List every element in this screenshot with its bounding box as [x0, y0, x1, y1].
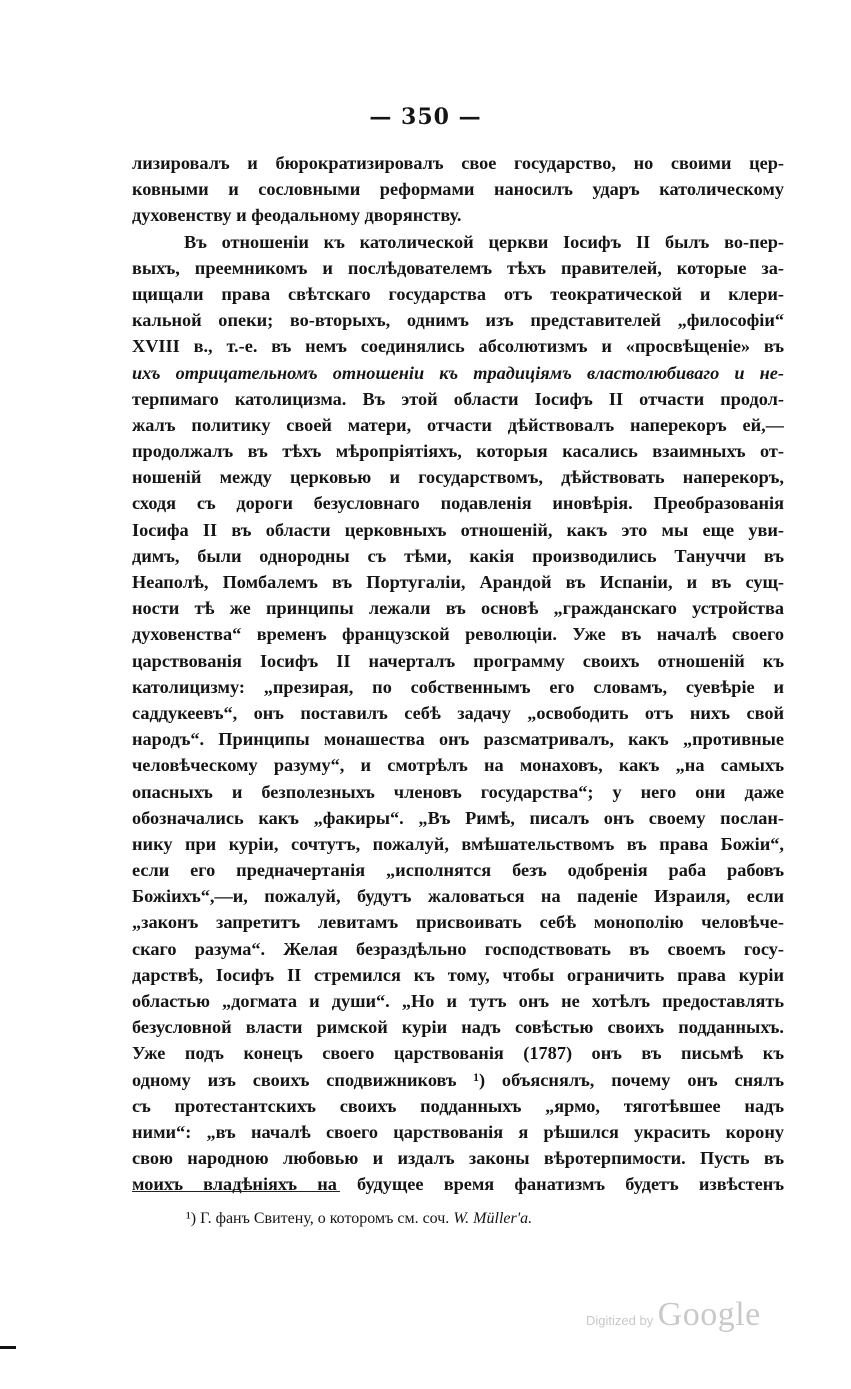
- text-line: ности тѣ же принципы лежали въ основѣ „гражданскаго устройства: [132, 598, 784, 619]
- text-line: одному изъ своихъ сподвижниковъ ¹) объяснялъ, почему онъ снялъ: [132, 1069, 784, 1090]
- text-line: димъ, были однородны съ тѣми, какія производились Тануччи въ: [132, 545, 784, 566]
- text-line: Въ отношеніи къ католической церкви Іосифъ II былъ во-пер-: [184, 231, 784, 252]
- text-line: опасныхъ и безполезныхъ членовъ государства“; у него они даже: [132, 781, 784, 802]
- footnote-divider: [132, 1191, 340, 1192]
- text-line: свою народною любовью и издалъ законы вѣротерпимости. Пусть въ: [132, 1148, 784, 1169]
- text-line: народъ“. Принципы монашества онъ разсматривалъ, какъ „противные: [132, 729, 784, 750]
- text-line: жалъ политику своей матери, отчасти дѣйствовалъ наперекоръ ей,—: [132, 414, 784, 435]
- footnote: [186, 1210, 532, 1228]
- text-line: царствованія Іосифъ II начерталъ программу своихъ отношеній къ: [132, 650, 784, 671]
- text-line: обозначались какъ „факиры“. „Въ Римѣ, писалъ онъ своему послан-: [132, 807, 784, 828]
- text-line: моихъ владѣніяхъ на будущее время фанатизмъ будетъ извѣстенъ: [132, 1174, 784, 1195]
- text-line: кальной опеки; во-вторыхъ, однимъ изъ представителей „философіи“: [132, 310, 784, 331]
- text-line: ковными и сословными реформами наносилъ ударъ католическому: [132, 179, 784, 200]
- footnote-author: W. Müller'a.: [453, 1210, 533, 1227]
- text-line: если его предначертанія „исполнятся безъ одобренія раба рабовъ: [132, 860, 784, 881]
- watermark-prefix: Digitized by: [586, 1313, 654, 1328]
- text-line: духовенства“ временъ французской революціи. Уже въ началѣ своего: [132, 624, 784, 645]
- text-line: ношеній между церковью и государствомъ, дѣйствовать наперекоръ,: [132, 467, 784, 488]
- text-line: лизировалъ и бюрократизировалъ свое государство, но своими цер-: [132, 153, 784, 173]
- text-line: скаго разума“. Желая безраздѣльно господствовать въ своемъ госу-: [132, 938, 784, 959]
- text-line: безусловной власти римской куріи надъ совѣстью своихъ подданныхъ.: [132, 1017, 784, 1038]
- text-line: продолжалъ въ тѣхъ мѣропріятіяхъ, которыя касались взаимныхъ от-: [132, 441, 784, 462]
- body-text: [132, 150, 784, 1198]
- text-line: ихъ отрицательномъ отношеніи къ традиціямъ властолюбиваго и не-: [132, 362, 784, 383]
- text-line: XVIII в., т.-е. въ немъ соединялись абсолютизмъ и «просвѣщеніе» въ: [132, 336, 784, 357]
- scan-edge-mark: [0, 1346, 16, 1349]
- text-line: дарствѣ, Іосифъ II стремился къ тому, чтобы ограничить права куріи: [132, 964, 784, 985]
- text-line: католицизму: „презирая, по собственнымъ его словамъ, суевѣріе и: [132, 676, 784, 697]
- google-logo: Google: [657, 1296, 761, 1333]
- text-line: Іосифа II въ области церковныхъ отношеній, какъ это мы еще уви-: [132, 519, 784, 540]
- text-line: нику при куріи, сочтутъ, пожалуй, вмѣшательствомъ въ права Божіи“,: [132, 833, 784, 854]
- footnote-text: Г. фанъ Свитену, о которомъ см. соч.: [200, 1210, 450, 1227]
- text-line: сходя съ дороги безусловнаго подавленія иновѣрія. Преобразованія: [132, 493, 784, 514]
- digitized-watermark: [586, 1296, 761, 1334]
- text-line: саддукеевъ“, онъ поставилъ себѣ задачу „освободить отъ нихъ свой: [132, 702, 784, 723]
- text-line: человѣческому разуму“, и смотрѣлъ на монаховъ, какъ „на самыхъ: [132, 755, 784, 776]
- text-line: областью „догмата и души“. „Но и тутъ онъ не хотѣлъ предоставлять: [132, 991, 784, 1011]
- text-line: щищали права свѣтскаго государства отъ теократической и клери-: [132, 283, 784, 304]
- text-line: Божіихъ“,—и, пожалуй, будутъ жаловаться на паденіе Израиля, если: [132, 886, 784, 907]
- page-number: — 350 —: [369, 104, 482, 130]
- text-line: Уже подъ конецъ своего царствованія (1787) онъ въ письмѣ къ: [132, 1043, 784, 1064]
- text-line: Неаполѣ, Помбалемъ въ Португаліи, Арандой въ Испаніи, и въ сущ-: [132, 572, 784, 592]
- text-line: выхъ, преемникомъ и послѣдователемъ тѣхъ правителей, которые за-: [132, 257, 784, 278]
- footnote-marker: ¹): [186, 1210, 197, 1227]
- text-line: ними“: „въ началѣ своего царствованія я рѣшился украсить корону: [132, 1121, 784, 1142]
- text-line: духовенству и феодальному дворянству.: [132, 205, 462, 226]
- text-line: „законъ запретитъ левитамъ присвоивать себѣ монополію человѣче-: [132, 912, 784, 933]
- text-line: терпимаго католицизма. Въ этой области Іосифъ II отчасти продол-: [132, 388, 784, 409]
- text-line: съ протестантскихъ своихъ подданныхъ „ярмо, тяготѣвшее надъ: [132, 1095, 784, 1116]
